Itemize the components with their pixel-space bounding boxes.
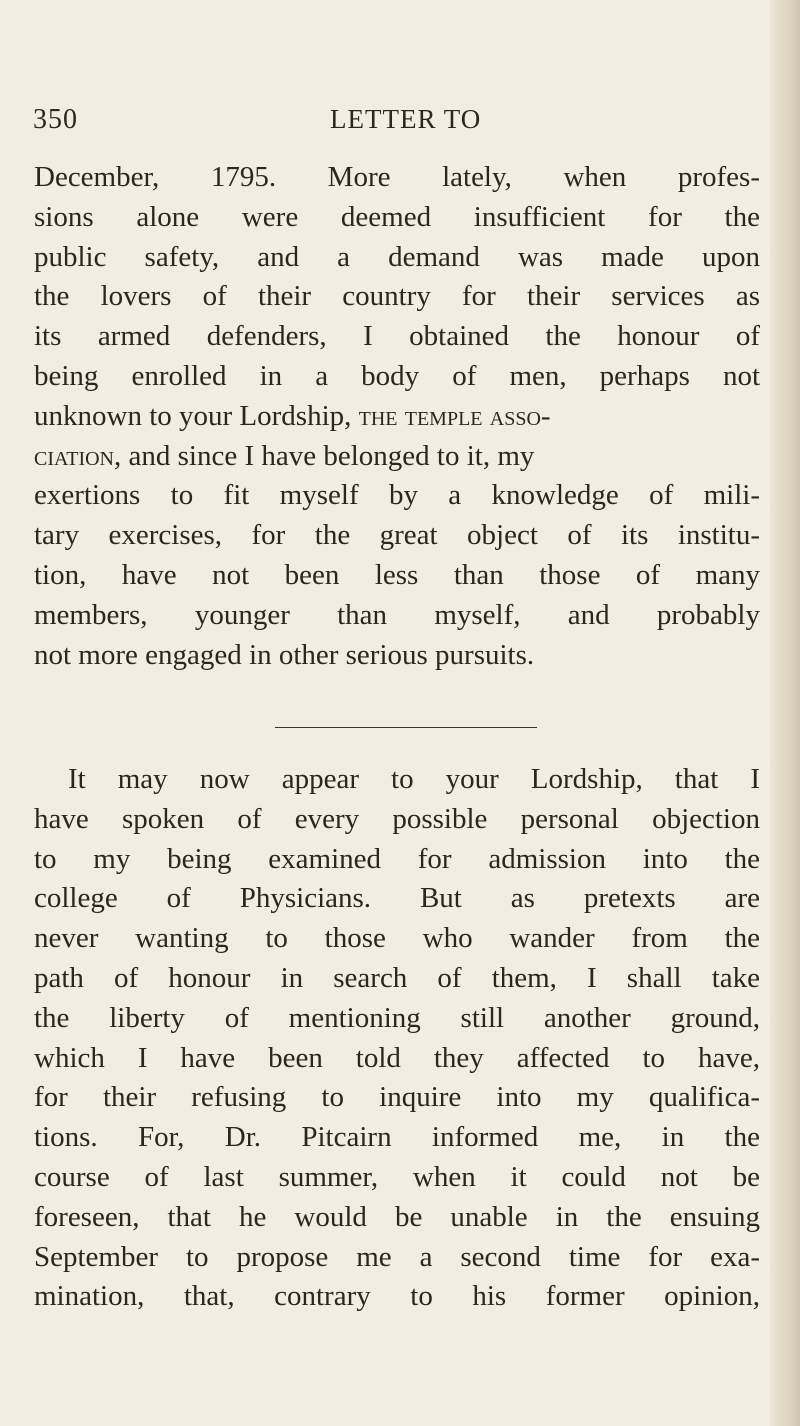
text-line: to my being examined for admission into the [34,842,760,875]
text-segment: and since I have belonged to it, my [128,439,535,472]
text-line: tion, have not been less than those of many [34,558,760,591]
paragraph-2 [34,760,760,1317]
text-line: the lovers of their country for their services as [34,280,760,313]
text-line [34,397,760,437]
text-line: its armed defenders, I obtained the honour of [34,320,760,353]
text-line: path of honour in search of them, I shall take [34,961,760,994]
text-line: December, 1795. More lately, when profes- [34,161,760,193]
text-line: course of last summer, when it could not be [34,1160,760,1193]
text-line: being enrolled in a body of men, perhaps not [34,359,760,392]
text-line: tions. For, Dr. Pitcairn informed me, in the [34,1121,760,1154]
text-line: not more engaged in other serious pursuits. [34,638,535,671]
text-line: college of Physicians. But as pretexts are [34,882,760,915]
text-line: exertions to fit myself by a knowledge of mili- [34,479,760,512]
text-segment: unknown to your Lordship, [34,399,352,432]
text-line [34,437,760,477]
text-line: never wanting to those who wander from the [34,922,760,955]
text-line: It may now appear to your Lordship, that I [68,763,760,795]
page-edge-shadow [770,0,800,1426]
text-line: foreseen, that he would be unable in the ensuing [34,1200,760,1233]
text-line: for their refusing to inquire into my qualifica- [34,1081,760,1114]
paragraph-1 [34,158,760,675]
small-caps-text: the temple asso- [358,399,551,432]
section-divider [275,727,537,728]
page-number: 350 [33,104,78,135]
text-line: members, younger than myself, and probably [34,598,760,631]
text-line: public safety, and a demand was made upon [34,240,760,273]
small-caps-text: ciation, [34,439,122,472]
text-line: the liberty of mentioning still another ground, [34,1001,760,1034]
text-line: September to propose me a second time for exa- [34,1240,760,1273]
page-header [0,104,800,144]
text-line: tary exercises, for the great object of its institu- [34,519,760,552]
running-head: LETTER TO [330,104,482,134]
text-line: sions alone were deemed insufficient for the [34,200,760,233]
text-line: mination, that, contrary to his former opinion, [34,1280,760,1313]
text-line: have spoken of every possible personal objection [34,802,760,835]
text-line: which I have been told they affected to have, [34,1041,760,1074]
